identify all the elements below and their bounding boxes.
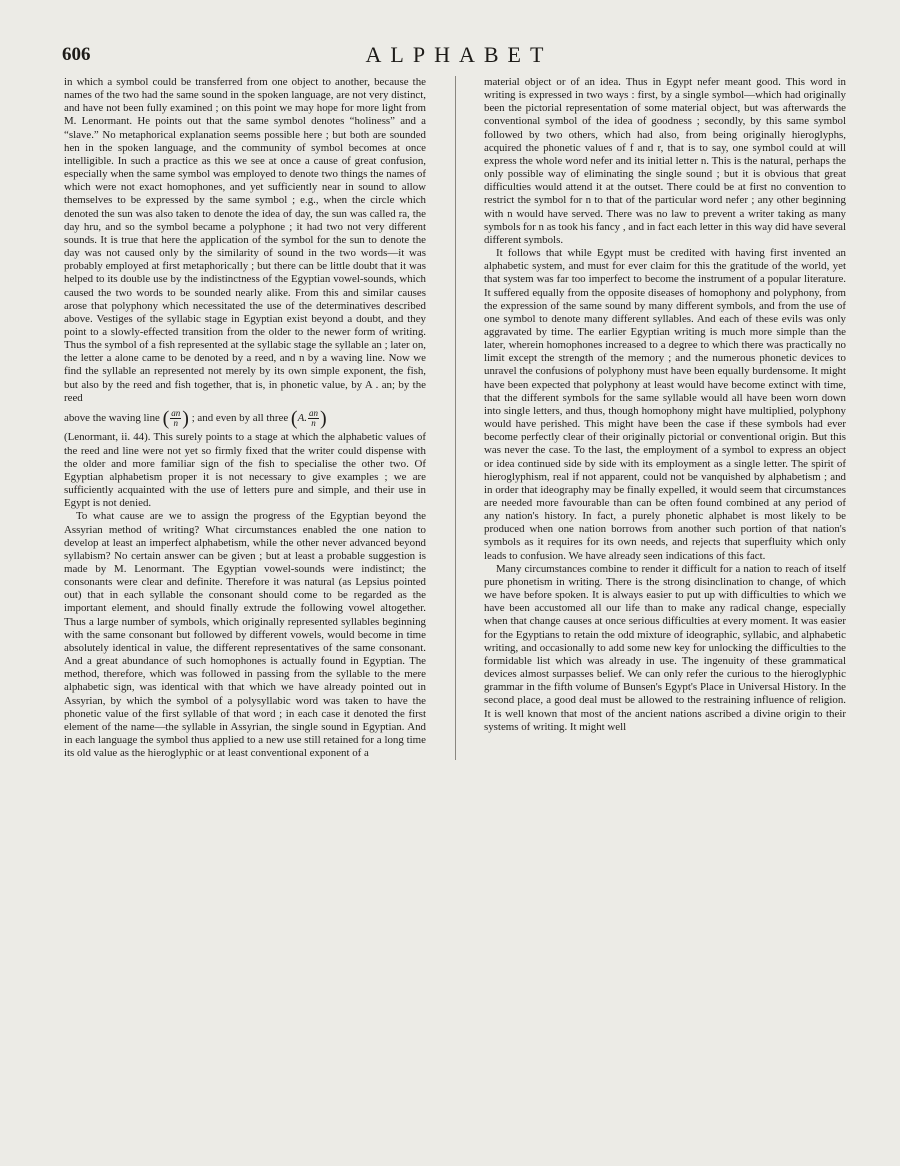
page-header (58, 44, 860, 72)
paren-open-2: ( (290, 407, 298, 430)
fraction-text-middle: ; and even by all three (191, 411, 289, 424)
fraction-an-over-n (170, 409, 181, 428)
fraction-text-before: above the waving line (64, 411, 160, 424)
left-paragraph-1: in which a symbol could be transferred from one object to another, because the names of the two had the same sound in the spoken language, are not very distinct, and have not been fully examined ; on this point we may hope for more light from M. Lenormant. He points out that the same symbol denotes “holiness” and a “slave.” No metaphorical explanation seems possible here ; but both are sounded hen in the spoken language, and the community of symbol becomes at once intelligible. In such a practice as this we see at once a cause of great confusion, especially when the same symbol was employed to denote two things the names of which were not exact homophones, and yet sufficiently near in sound to allow themselves to be expressed by the same symbol ; e.g., when the circle which denoted the sun was also taken to denote the idea of day, the sun was called ra, the day hru, and so the symbol became a polyphone ; it had two not very different sounds. It is true that here the application of the symbol for the sun to denote the day was not caused only by the similarity of sound in the two words—it was probably employed at first metaphorically ; but there can be little doubt that it was helped to its double use by the indistinctness of the Egyptian vowel-sounds, which caused the two words to be sounded nearly alike. From this and similar causes arose that polyphony which necessitated the use of the determinatives described above. Vestiges of the syllabic stage in Egyptian exist beyond a doubt, and they point to a slowly-effected transition from the older to the newer form of writing. Thus the symbol of a fish represented at the syllabic stage the syllable an ; later on, the letter a alone came to be denoted by a reed, and n by a waving line. Now we find the syllable an represented not merely by its own simple exponent, the fish, but also by the reed and fish together, that is, in phonetic value, by A . an; by the reed (64, 76, 427, 404)
paren-close-2: ) (319, 407, 327, 430)
paren-open: ( (162, 407, 170, 430)
fraction-denominator-2: n (311, 417, 316, 428)
text-columns (58, 76, 860, 760)
fraction-line (64, 405, 426, 432)
fraction-numerator: an (171, 407, 181, 418)
right-paragraph-1: material object or of an idea. Thus in Egypt nefer meant good. This word in writing is expressed in two ways : first, by a single symbol—which had originally been the pictorial representation of some material object, but was afterwards the conventional symbol of the idea of goodness ; secondly, by this same symbol followed by two others, which had also, from being originally hieroglyphs, acquired the phonetic values of f and r, that is to say, one symbol could at will express the whole word nefer and its initial letter n. This is the natural, perhaps the only possible way of eliminating the single sound ; but it is obvious that great difficulties would attend it at the outset. There could be at first no convention to restrict the symbol for n to that of the particular word nefer ; any other beginning with n would have served. There was no law to prevent a writer taking as many symbols for n as took his fancy , and in fact each letter in this way did have several different symbols. (484, 76, 847, 246)
left-column (58, 76, 426, 760)
paren-close: ) (182, 407, 189, 430)
fraction-an-over-n-2 (308, 409, 319, 428)
page-number: 606 (62, 44, 91, 65)
fraction-numerator-2: an (308, 407, 318, 418)
right-column (484, 76, 846, 760)
left-paragraph-2: To what cause are we to assign the progress of the Egyptian beyond the Assyrian method of writing? What circumstances enabled the one nation to develop at least an imperfect alphabetism, while the other never advanced beyond syllabism? No certain answer can be given ; but at least a probable suggestion is made by M. Lenormant. The Egyptian vowel-sounds were indistinct; the consonants were clear and definite. Therefore it was natural (as Lepsius pointed out) that in each syllable the consonant should come to be regarded as the important element, and should finally extrude the following vowel altogether. Thus a large number of symbols, which originally represented syllables beginning with the same consonant but followed by different vowels, would become in time absolutely identical in value, the different representatives of the same consonant. And a great abundance of such homophones is actually found in Egyptian. The method, therefore, which was followed in passing from the syllable to the mere alphabetic sign, was identical with that which we have already pointed out in Assyrian, by which the symbol of a polysyllabic word was taken to have the phonetic value of the first syllable of that word ; in each case it denoted the first element of the name—the syllable in Assyrian, the single sound in Egyptian. And in each language the symbol thus applied to a new use still retained for a long time its old value as the hieroglyphic or at least conventional exponent of a (64, 510, 426, 760)
fraction-prefix: A. (297, 411, 307, 424)
running-title: ALPHABET (365, 42, 553, 67)
column-divider (455, 76, 456, 760)
left-paragraph-1-end: (Lenormant, ii. 44). This surely points to a stage at which the alphabetic values of the reed and line were not yet so firmly fixed that the writer could dispense with the older and more familiar sign of the fish to specialise the other two. Of Egyptian alphabetism proper it is not necessary to give examples ; we are sufficiently acquainted with the use of letters pure and simple, and their use in Egypt is not denied. (64, 431, 426, 510)
fraction-denominator: n (173, 417, 179, 428)
right-paragraph-2: It follows that while Egypt must be credited with having first invented an alphabetic system, and must for ever claim for this the gratitude of the world, yet that system was far too imperfect to become the instrument of a popular literature. It suffered equally from the opposite diseases of homophony and polyphony, from the expression of the same sound by many different symbols, and from the use of one symbol to denote many different syllables. And each of these evils was only aggravated by time. The earlier Egyptian writing is much more simple than the later, wherein homophones increased to a degree to which there was practically no limit except the strength of the memory ; and the numerous phonetic devices to unravel the confusions of polyphony must have been equally burdensome. It might have been expected that polyphony at least would have become extinct with time, that the different symbols for the same syllable would all have been worn down into single letters, and thus, though homophony might have multiplied, polyphony would have perished. This might have been the case if these symbols had ever become perfectly clear of their originally pictorial or conventional origin. But this was never the case. To the last, the employment of a symbol to express an object or idea continued side by side with its employment as a single letter. The spirit of hieroglyphism, real if not apparent, could not be vanquished by alphabetism ; and in order that ideography may be finally expelled, it would seem that circumstances are needed more favourable than can be often found combined at any period of any nation's history. In fact, a purely phonetic alphabet is most likely to be produced when one nation borrows from another such portion of that nation's symbols as it requires for its own needs, and rejects that superfluity which only leads to confusion. We have already seen indications of this fact. (484, 247, 846, 562)
right-paragraph-3: Many circumstances combine to render it difficult for a nation to reach of itself pure phonetism in writing. There is the strong disinclination to change, of which we have before spoken. It is always easier to put up with difficulties to which we have been accustomed all our life than to make any radical change, especially when that change causes at once serious difficulties at every moment. It was easier for the Egyptians to retain the odd mixture of ideographic, syllabic, and alphabetic writing, and occasionally to add some new key for unlocking the difficulties to the formidable list which was already in use. The ingenuity of these grammatical devices almost surpasses belief. We can only refer the curious to the hieroglyphic grammar in the fifth volume of Bunsen's Egypt's Place in Universal History. In the second place, a good deal must be allowed to the restraining influence of religion. It is well known that most of the ancient nations ascribed a divine origin to their systems of writing. It might well (484, 562, 846, 733)
